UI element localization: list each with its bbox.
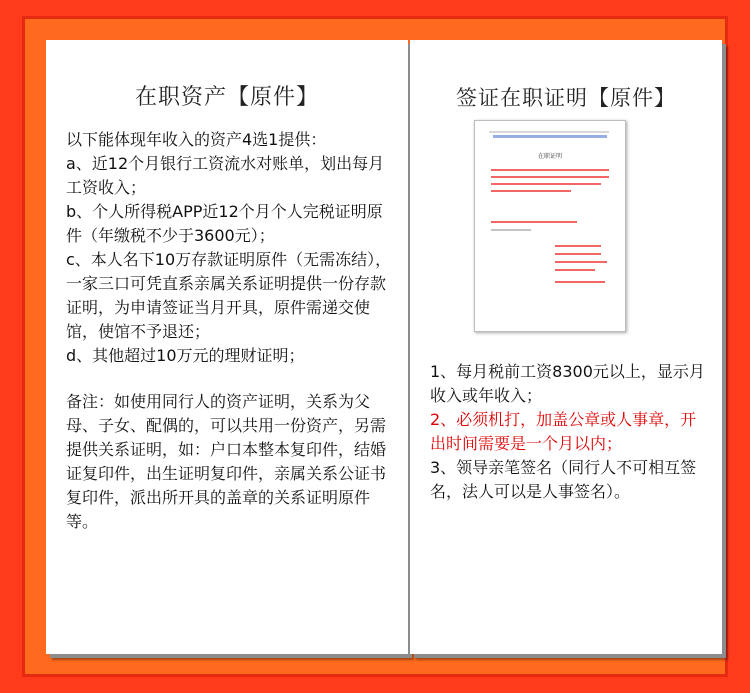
doc-line: [491, 183, 601, 185]
doc-line: [491, 176, 609, 178]
doc-line: [491, 190, 571, 192]
assets-note: 备注：如使用同行人的资产证明，关系为父母、子女、配偶的，可以共用一份资产，另需提供关系证明，如：户口本整本复印件，结婚证复印件，出生证明复印件，亲属关系公证书复印件，派出所开具的盖章的关系证明原件等。: [66, 392, 387, 531]
assets-option-b: b、个人所得税APP近12个月个人完税证明原件（年缴税不少于3600元）；: [66, 202, 383, 245]
assets-intro: 以下能体现年收入的资产4选1提供：: [66, 130, 327, 149]
employment-panel: [410, 40, 722, 654]
employment-item-2: 2、必须机打，加盖公章或人事章，开出时间需要是一个月以内；: [430, 410, 697, 453]
assets-title: 在职资产【原件】: [134, 85, 319, 110]
orange-frame: [22, 16, 728, 677]
employment-body: [430, 360, 706, 504]
assets-option-c: c、本人名下10万存款证明原件（无需冻结），一家三口可凭直系亲属关系证明提供一份存款证明，为申请签证当月开具，原件需递交使馆，使馆不予退还；: [66, 250, 392, 341]
doc-line: [555, 261, 607, 263]
assets-option-d: d、其他超过10万元的理财证明；: [66, 346, 305, 365]
doc-line: [491, 221, 577, 223]
doc-line: [491, 169, 609, 171]
employment-certificate-image: [474, 120, 626, 332]
assets-body: [66, 128, 394, 534]
assets-panel: [46, 40, 408, 654]
employment-item-3: 3、领导亲笔签名（同行人不可相互签名，法人可以是人事签名）。: [430, 458, 697, 501]
doc-line: [555, 245, 601, 247]
doc-title: 在职证明: [537, 153, 562, 160]
doc-header-text: [493, 135, 607, 138]
employment-title: 签证在职证明【原件】: [456, 86, 676, 110]
doc-line: [555, 253, 601, 255]
doc-line: [555, 269, 595, 271]
doc-header-line: [489, 131, 609, 133]
assets-option-a: a、近12个月银行工资流水对账单，划出每月工资收入；: [66, 154, 385, 197]
doc-line: [555, 281, 605, 283]
doc-line: [491, 229, 531, 231]
employment-item-1: 1、每月税前工资8300元以上，显示月收入或年收入；: [430, 362, 705, 405]
